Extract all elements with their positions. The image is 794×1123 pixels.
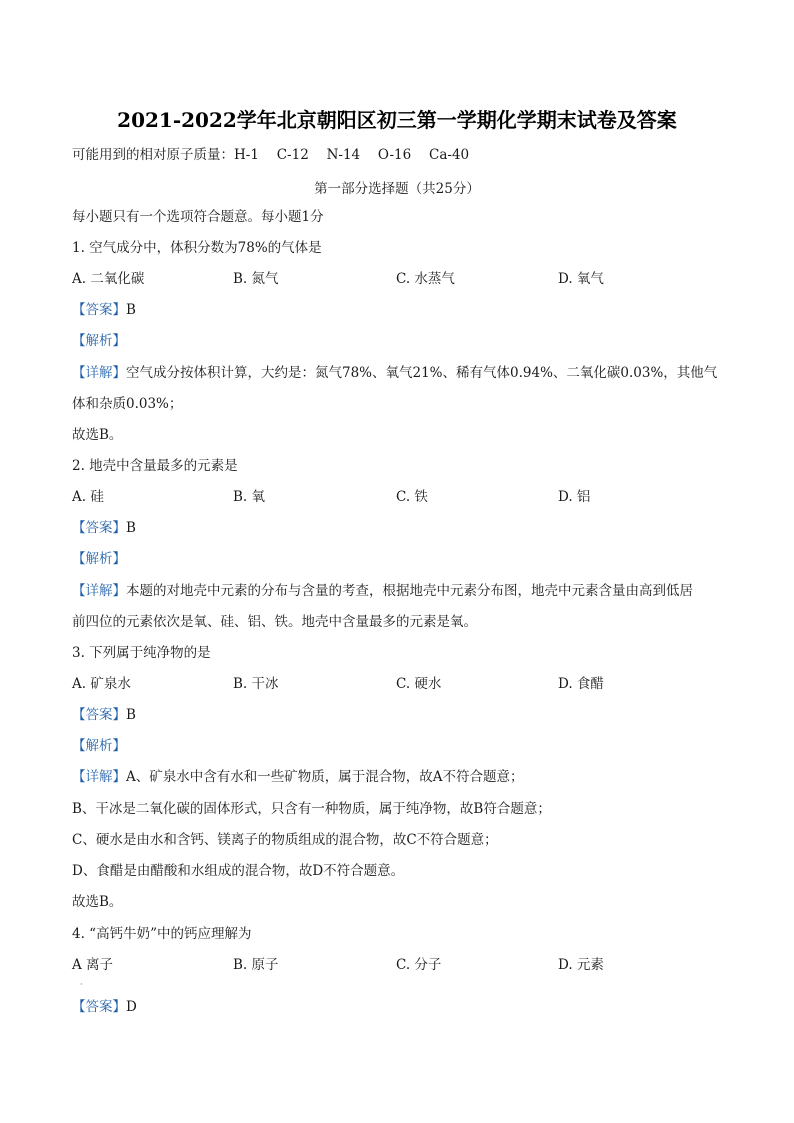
q3-option-c: C. 硬水 — [396, 676, 442, 692]
detail-tag: 【详解】 — [72, 365, 126, 381]
q1-conclusion: 故选B。 — [72, 427, 123, 443]
answer-value: D — [126, 999, 137, 1015]
analysis-tag: 【解析】 — [72, 738, 126, 754]
q3-detail-line-4: D、食醋是由醋酸和水组成的混合物，故D不符合题意。 — [72, 863, 405, 879]
analysis-tag: 【解析】 — [72, 333, 126, 349]
analysis-tag: 【解析】 — [72, 551, 126, 567]
q4-option-a: A 离子 — [72, 957, 114, 973]
q4-option-d: D. 元素 — [558, 957, 604, 973]
answer-tag: 【答案】 — [72, 707, 126, 723]
instructions: 每小题只有一个选项符合题意。每小题1分 — [72, 209, 324, 225]
q3-answer — [72, 706, 136, 724]
page-title: 2021-2022学年北京朝阳区初三第一学期化学期末试卷及答案 — [117, 108, 677, 132]
q2-option-b: B. 氧 — [233, 489, 266, 505]
q1-option-a: A. 二氧化碳 — [72, 271, 145, 287]
answer-tag: 【答案】 — [72, 302, 126, 318]
q1-option-b: B. 氮气 — [233, 271, 279, 287]
stray-mark: · — [80, 980, 83, 989]
q3-detail-line-1 — [72, 768, 524, 786]
question-3-stem: 3. 下列属于纯净物的是 — [72, 645, 211, 661]
detail-text: 空气成分按体积计算，大约是：氮气78%、氧气21%、稀有气体0.94%、二氧化碳0.03%，其他气 — [126, 365, 718, 381]
q4-option-b: B. 原子 — [233, 957, 279, 973]
q4-answer — [72, 998, 137, 1016]
q3-conclusion: 故选B。 — [72, 894, 123, 910]
q1-detail-line-1 — [72, 364, 717, 382]
q2-option-c: C. 铁 — [396, 489, 428, 505]
q3-detail-line-3: C、硬水是由水和含钙、镁离子的物质组成的混合物，故C不符合题意； — [72, 832, 498, 848]
detail-text: A、矿泉水中含有水和一些矿物质，属于混合物，故A不符合题意； — [126, 769, 524, 785]
q1-detail-line-2: 体和杂质0.03%； — [72, 396, 183, 412]
q1-option-c: C. 水蒸气 — [396, 271, 455, 287]
question-1-stem: 1. 空气成分中，体积分数为78%的气体是 — [72, 240, 322, 256]
answer-value: B — [126, 302, 136, 318]
q3-option-b: B. 干冰 — [233, 676, 279, 692]
atomic-masses: 可能用到的相对原子质量：H-1 C-12 N-14 O-16 Ca-40 — [72, 147, 470, 163]
q1-answer — [72, 301, 136, 319]
answer-tag: 【答案】 — [72, 520, 126, 536]
q2-analysis — [72, 550, 126, 568]
question-4-stem: 4. “高钙牛奶”中的钙应理解为 — [72, 926, 252, 942]
detail-tag: 【详解】 — [72, 583, 126, 599]
detail-tag: 【详解】 — [72, 769, 126, 785]
answer-tag: 【答案】 — [72, 999, 126, 1015]
q3-option-a: A. 矿泉水 — [72, 676, 131, 692]
q1-analysis — [72, 332, 126, 350]
answer-value: B — [126, 707, 136, 723]
q3-option-d: D. 食醋 — [558, 676, 604, 692]
q2-option-a: A. 硅 — [72, 489, 104, 505]
q4-option-c: C. 分子 — [396, 957, 442, 973]
question-2-stem: 2. 地壳中含量最多的元素是 — [72, 458, 238, 474]
q3-detail-line-2: B、干冰是二氧化碳的固体形式，只含有一种物质，属于纯净物，故B符合题意； — [72, 801, 551, 817]
q2-option-d: D. 铝 — [558, 489, 591, 505]
q3-analysis — [72, 737, 126, 755]
section-title: 第一部分选择题（共25分） — [314, 181, 480, 197]
answer-value: B — [126, 520, 136, 536]
q2-answer — [72, 519, 136, 537]
detail-text: 本题的对地壳中元素的分布与含量的考查，根据地壳中元素分布图，地壳中元素含量由高到低居 — [126, 583, 693, 599]
q2-detail-line-2: 前四位的元素依次是氧、硅、铝、铁。地壳中含量最多的元素是氧。 — [72, 614, 477, 630]
q1-option-d: D. 氧气 — [558, 271, 604, 287]
q2-detail-line-1 — [72, 582, 693, 600]
